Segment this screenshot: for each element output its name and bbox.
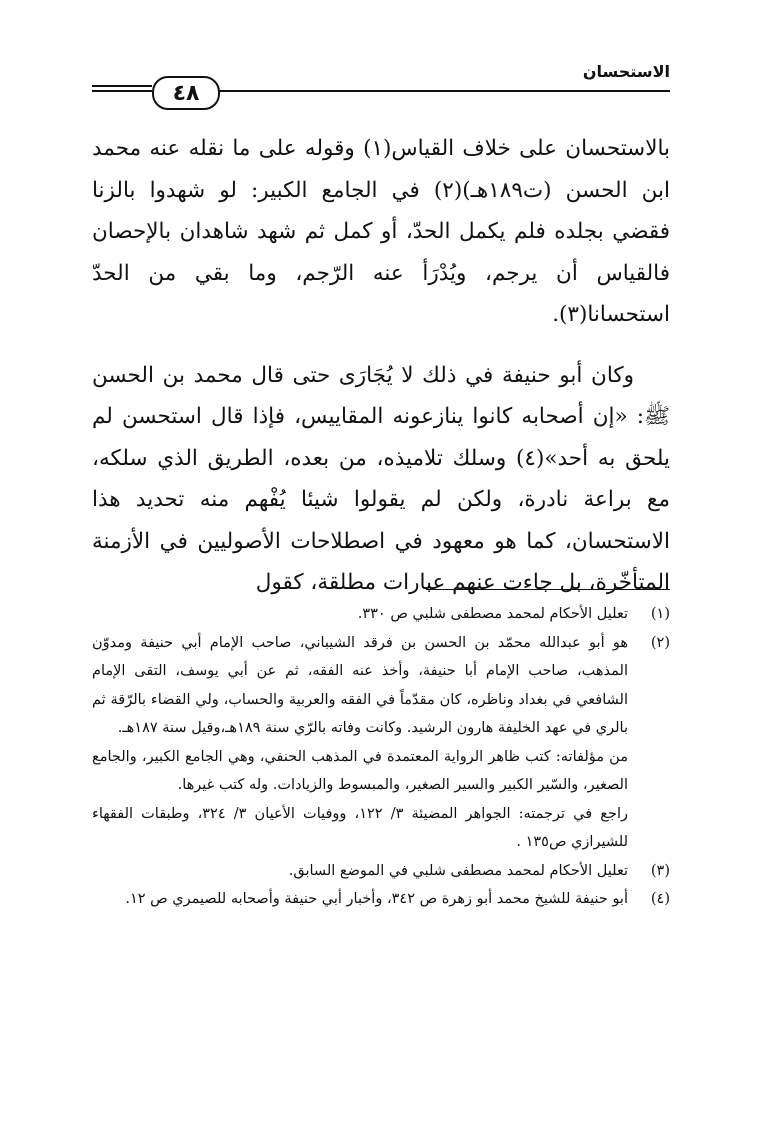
- footnote-number: (٤): [650, 891, 670, 907]
- footnote-text: تعليل الأحكام لمحمد مصطفى شلبي ص ٣٣٠.: [357, 606, 628, 622]
- footnote-1: [92, 600, 670, 629]
- main-text: [92, 128, 670, 604]
- footnote-text: من مؤلفاته: كتب ظاهر الرواية المعتمدة في المذهب الحنفي، وهي الجامع الكبير، والجامع الصغير، والسّير الكبير والسير الصغير، والمبسوط والزيادات. وله كتب غيرها.: [92, 748, 628, 793]
- footnote-text: تعليل الأحكام لمحمد مصطفى شلبي في الموضع السابق.: [288, 862, 628, 879]
- page-number-badge: [152, 76, 220, 110]
- paragraph: بالاستحسان على خلاف القياس(١) وقوله على ما نقله عنه محمد ابن الحسن (ت١٨٩هـ)(٢) في الجامع الكبير: لو شهدوا بالزنا فقضي بجلده فلم يكمل الحدّ، أو كمل ثم شهد شاهدان بالإحصان فالقياس أن يرجم، ويُدْرَأ عنه الرّجم، وما بقي من الحدّ استحسانا(٣).: [92, 136, 670, 327]
- running-title: الاستحسان: [582, 62, 670, 81]
- footnote-separator: [426, 589, 670, 590]
- footnote-number: (٢): [650, 634, 670, 651]
- header-rule: [192, 90, 670, 92]
- footnote-4: [92, 885, 670, 914]
- paragraph: وكان أبو حنيفة في ذلك لا يُجَارَى حتى قال محمد بن الحسن ﷺ: «إن أصحابه كانوا ينازعونه المقاييس، فإذا قال استحسن لم يلحق به أحد»(٤) وسلك تلاميذه، من بعده، الطريق الذي سلكه، مع براعة نادرة، ولكن لم يقولوا شيئا يُفْهم منه تحديد هذا الاستحسان، كما هو معهود في اصطلاحات الأصوليين في الأزمنة المتأخّرة، بل جاءت عنهم عبارات مطلقة، كقول: [92, 362, 670, 595]
- footnote-2: [92, 629, 670, 857]
- page-number: ٤٨: [172, 80, 200, 106]
- footnote-text: راجع في ترجمته: الجواهر المضيئة ٣/ ١٢٢، ووفيات الأعيان ٣/ ٣٢٤، وطبقات الفقهاء للشيرازي ص١٣٥ .: [92, 805, 629, 850]
- footnote-text: أبو حنيفة للشيخ محمد أبو زهرة ص ٣٤٢، وأخبار أبي حنيفة وأصحابه للصيمري ص ١٢.: [125, 891, 628, 907]
- footnote-text: هو أبو عبدالله محمّد بن الحسن بن فرقد الشيباني، صاحب الإمام أبي حنيفة ومدوّن المذهب، صاحب الإمام أبا حنيفة، وأخذ عنه الفقه، ثم عن أبي يوسف، التقى الإمام الشافعي في بغداد وناظره، كان مقدّماً في الفقه والعربية والحساب، ولي القضاء بالرّقة ثم بالري في عهد الخليفة هارون الرشيد. وكانت وفاته بالرّي سنة ١٨٩هـ،وقيل سنة ١٨٧هـ.: [92, 634, 628, 736]
- header-ornament-bars: [92, 85, 152, 97]
- footnotes: [92, 600, 670, 914]
- footnote-3: [92, 857, 670, 886]
- footnote-number: (١): [650, 606, 670, 622]
- footnote-number: (٣): [650, 862, 670, 879]
- page-header: [92, 58, 670, 110]
